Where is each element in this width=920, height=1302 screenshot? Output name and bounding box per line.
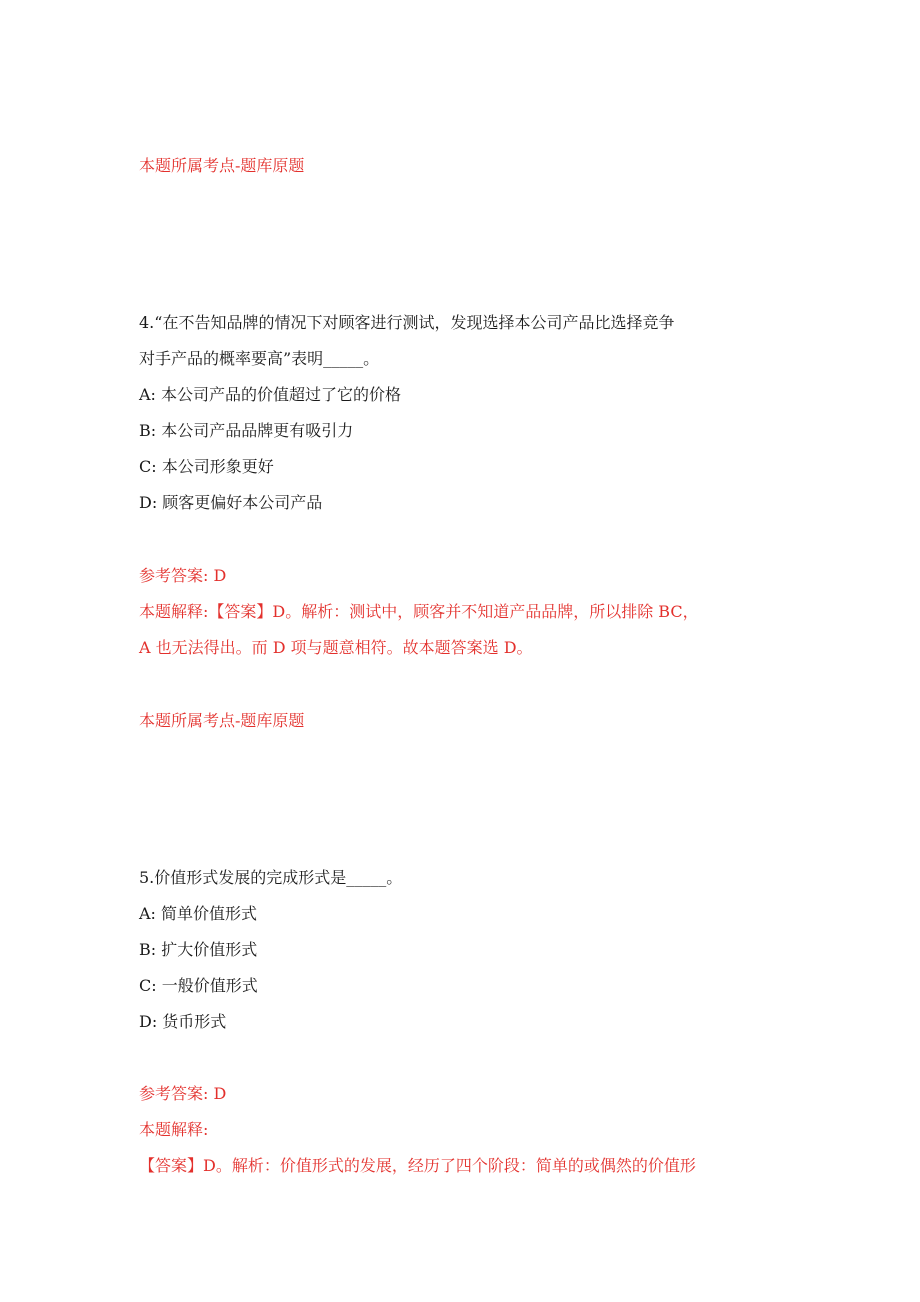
question-5-option-c: C: 一般价值形式 bbox=[139, 976, 258, 995]
question-5-explanation-line-1: 【答案】D。解析：价值形式的发展，经历了四个阶段：简单的或偶然的价值形 bbox=[139, 1156, 696, 1175]
question-5-answer: 参考答案: D bbox=[139, 1084, 227, 1103]
question-4-topic-label: 本题所属考点-题库原题 bbox=[139, 711, 305, 730]
question-4-option-b: B: 本公司产品品牌更有吸引力 bbox=[139, 421, 354, 440]
question-4-explanation-line-1: 本题解释:【答案】D。解析：测试中，顾客并不知道产品品牌，所以排除 BC， bbox=[139, 602, 699, 621]
question-4-option-a: A: 本公司产品的价值超过了它的价格 bbox=[139, 385, 402, 404]
question-4-explanation-line-2: A 也无法得出。而 D 项与题意相符。故本题答案选 D。 bbox=[139, 638, 533, 657]
question-5-option-b: B: 扩大价值形式 bbox=[139, 940, 258, 959]
question-4-option-c: C: 本公司形象更好 bbox=[139, 457, 274, 476]
question-4-answer: 参考答案: D bbox=[139, 566, 227, 585]
question-5-explanation-label: 本题解释: bbox=[139, 1120, 209, 1139]
question-5-option-d: D: 货币形式 bbox=[139, 1012, 227, 1031]
question-5-stem: 5.价值形式发展的完成形式是_____。 bbox=[139, 868, 403, 887]
question-4-stem-line-1: 4.“在不告知品牌的情况下对顾客进行测试，发现选择本公司产品比选择竞争 bbox=[139, 313, 675, 332]
topic-label: 本题所属考点-题库原题 bbox=[139, 156, 305, 175]
question-4-stem-line-2: 对手产品的概率要高”表明_____。 bbox=[139, 349, 380, 368]
question-4-option-d: D: 顾客更偏好本公司产品 bbox=[139, 493, 323, 512]
question-5-option-a: A: 简单价值形式 bbox=[139, 904, 258, 923]
